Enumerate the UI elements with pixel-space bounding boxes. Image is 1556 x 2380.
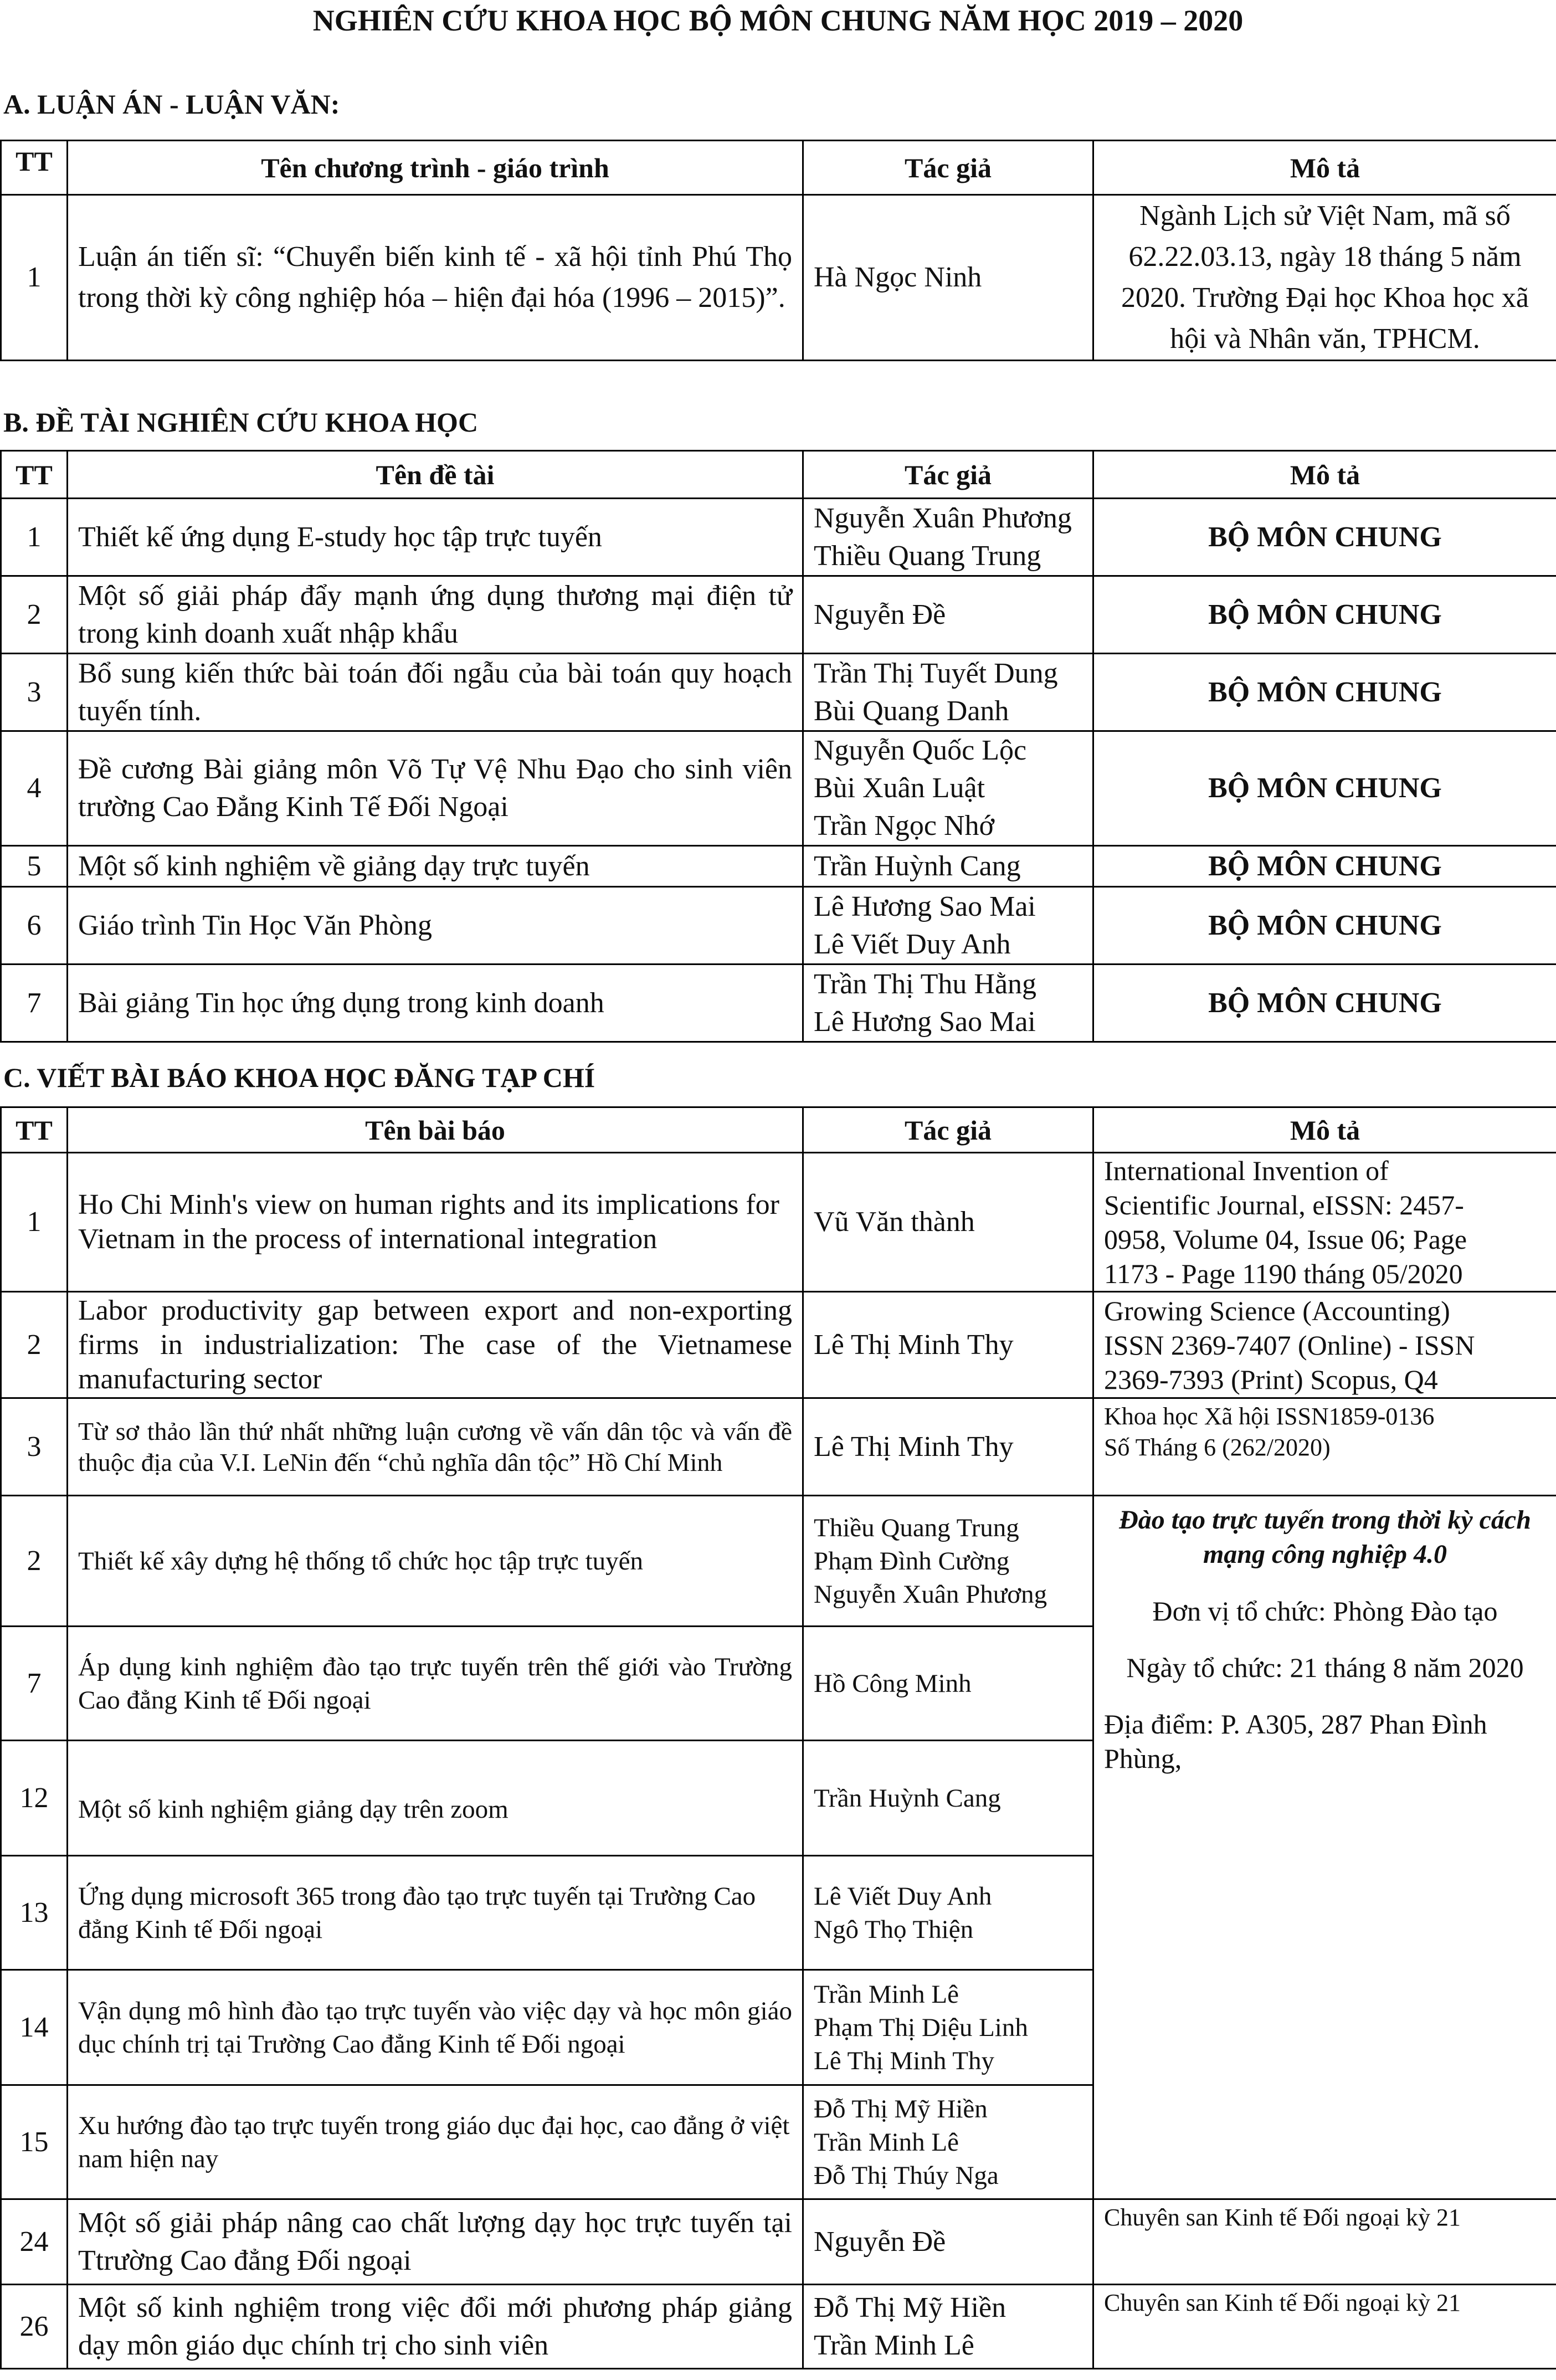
row-title: Một số giải pháp nâng cao chất lượng dạy học trực tuyến tại Ttrường Cao đẳng Đối ngoại	[68, 2199, 803, 2285]
author-name: Phạm Đình Cường	[814, 1546, 1010, 1576]
table-row	[1, 1153, 1556, 1292]
row-authors: Trần Huỳnh Cang	[803, 1741, 1093, 1856]
desc-line: Khoa học Xã hội ISSN1859-0136	[1104, 1403, 1435, 1430]
conference-desc	[1093, 1496, 1556, 2199]
row-title: Thiết kế ứng dụng E-study học tập trực tuyến	[68, 499, 803, 576]
row-desc: BỘ MÔN CHUNG	[1093, 654, 1556, 731]
author-name: Lê Hương Sao Mai	[814, 890, 1036, 922]
conference-date: Ngày tổ chức: 21 tháng 8 năm 2020	[1126, 1652, 1524, 1683]
row-title: Vận dụng mô hình đào tạo trực tuyến vào việc dạy và học môn giáo dục chính trị tại Trường Cao đẳng Kinh tế Đối ngoại	[68, 1970, 803, 2085]
table-row	[1, 887, 1556, 965]
row-title: Giáo trình Tin Học Văn Phòng	[68, 887, 803, 965]
page-title: NGHIÊN CỨU KHOA HỌC BỘ MÔN CHUNG NĂM HỌC 2019 – 2020	[312, 4, 1244, 37]
header-tt: TT	[1, 1107, 68, 1153]
row-authors	[803, 965, 1093, 1042]
conference-organizer: Đơn vị tổ chức: Phòng Đào tạo	[1152, 1596, 1498, 1627]
row-authors	[803, 1970, 1093, 2085]
row-title: Labor productivity gap between export and non-exporting firms in industrialization: The case of the Vietnamese manufacturing sector	[68, 1292, 803, 1398]
desc-line: 2369-7393 (Print) Scopus, Q4	[1104, 1363, 1438, 1395]
header-title: Tên chương trình - giáo trình	[68, 141, 803, 195]
row-authors	[803, 499, 1093, 576]
table-row	[1, 499, 1556, 576]
row-desc	[1093, 1398, 1556, 1496]
desc-line: Growing Science (Accounting)	[1104, 1295, 1450, 1326]
row-authors	[803, 1496, 1093, 1627]
table-header-row	[1, 1107, 1556, 1153]
author-name: Nguyễn Xuân Phương	[814, 1579, 1047, 1609]
author-name: Ngô Thọ Thiện	[814, 1915, 974, 1944]
header-desc: Mô tả	[1093, 1107, 1556, 1153]
section-a-heading: A. LUẬN ÁN - LUẬN VĂN:	[3, 89, 340, 120]
table-row	[1, 576, 1556, 654]
row-tt: 1	[1, 195, 68, 361]
table-header-row	[1, 141, 1556, 195]
row-authors	[803, 2085, 1093, 2199]
author-name: Lê Viết Duy Anh	[814, 928, 1011, 960]
row-title: Từ sơ thảo lần thứ nhất những luận cương về vấn dân tộc và vấn đề thuộc địa của V.I. LeNin đến “chủ nghĩa dân tộc” Hồ Chí Minh	[68, 1398, 803, 1496]
row-title: Bài giảng Tin học ứng dụng trong kinh doanh	[68, 965, 803, 1042]
row-authors	[803, 731, 1093, 846]
row-title: Đề cương Bài giảng môn Võ Tự Vệ Nhu Đạo cho sinh viên trường Cao Đẳng Kinh Tế Đối Ngoại	[68, 731, 803, 846]
table-row	[1, 1398, 1556, 1496]
row-desc: BỘ MÔN CHUNG	[1093, 576, 1556, 654]
row-title: Ứng dụng microsoft 365 trong đào tạo trực tuyến tại Trường Cao đẳng Kinh tế Đối ngoại	[68, 1856, 803, 1970]
row-title: Một số kinh nghiệm về giảng dạy trực tuyến	[68, 846, 803, 887]
author-name: Thiều Quang Trung	[814, 540, 1041, 572]
row-tt: 3	[1, 1398, 68, 1496]
table-row	[1, 654, 1556, 731]
row-authors	[803, 654, 1093, 731]
conference-location: Địa điểm: P. A305, 287 Phan Đình Phùng,	[1104, 1709, 1487, 1774]
row-authors: Lê Thị Minh Thy	[803, 1292, 1093, 1398]
row-author: Hà Ngọc Ninh	[803, 195, 1093, 361]
row-authors: Trần Huỳnh Cang	[803, 846, 1093, 887]
header-tt: TT	[1, 451, 68, 499]
header-author: Tác giả	[803, 141, 1093, 195]
row-tt: 2	[1, 1496, 68, 1627]
row-tt: 7	[1, 1627, 68, 1741]
author-name: Trần Thị Tuyết Dung	[814, 657, 1058, 689]
row-tt: 14	[1, 1970, 68, 2085]
table-row	[1, 2285, 1556, 2369]
section-c-heading: C. VIẾT BÀI BÁO KHOA HỌC ĐĂNG TẠP CHÍ	[3, 1062, 595, 1093]
row-desc	[1093, 1292, 1556, 1398]
row-desc	[1093, 1153, 1556, 1292]
desc-line: 1173 - Page 1190 tháng 05/2020	[1104, 1258, 1463, 1289]
author-name: Trần Minh Lê	[814, 2127, 959, 2157]
row-title: Một số kinh nghiệm giảng dạy trên zoom	[68, 1741, 803, 1856]
row-title: Thiết kế xây dựng hệ thống tổ chức học tập trực tuyến	[68, 1496, 803, 1627]
row-authors	[803, 2285, 1093, 2369]
row-tt: 2	[1, 1292, 68, 1398]
row-tt: 1	[1, 1153, 68, 1292]
header-author: Tác giả	[803, 451, 1093, 499]
desc-line: Số Tháng 6 (262/2020)	[1104, 1434, 1331, 1461]
row-title: Luận án tiến sĩ: “Chuyển biến kinh tế - xã hội tỉnh Phú Thọ trong thời kỳ công nghiệp hóa – hiện đại hóa (1996 – 2015)”.	[68, 195, 803, 361]
author-name: Trần Thị Thu Hằng	[814, 968, 1037, 1000]
row-desc: BỘ MÔN CHUNG	[1093, 731, 1556, 846]
header-author: Tác giả	[803, 1107, 1093, 1153]
row-tt: 15	[1, 2085, 68, 2199]
row-tt: 13	[1, 1856, 68, 1970]
header-tt: TT	[1, 141, 68, 195]
table-row	[1, 1496, 1556, 1627]
author-name: Đỗ Thị Mỹ Hiền	[814, 2094, 988, 2123]
row-authors: Hồ Công Minh	[803, 1627, 1093, 1741]
row-tt: 26	[1, 2285, 68, 2369]
author-name: Lê Hương Sao Mai	[814, 1006, 1036, 1038]
header-title: Tên bài báo	[68, 1107, 803, 1153]
conference-event-title: Đào tạo trực tuyến trong thời kỳ cách mạng công nghiệp 4.0	[1119, 1505, 1531, 1569]
desc-line: ISSN 2369-7407 (Online) - ISSN	[1104, 1329, 1475, 1361]
header-desc: Mô tả	[1093, 141, 1556, 195]
table-header-row	[1, 451, 1556, 499]
row-title: Ho Chi Minh's view on human rights and its implications for Vietnam in the process of international integration	[68, 1153, 803, 1292]
row-tt: 6	[1, 887, 68, 965]
table-row	[1, 846, 1556, 887]
row-desc: Ngành Lịch sử Việt Nam, mã số 62.22.03.13, ngày 18 tháng 5 năm 2020. Trường Đại học Khoa học xã hội và Nhân văn, TPHCM.	[1093, 195, 1556, 361]
row-title: Một số giải pháp đẩy mạnh ứng dụng thương mại điện tử trong kinh doanh xuất nhập khẩu	[68, 576, 803, 654]
row-tt: 24	[1, 2199, 68, 2285]
section-b-heading: B. ĐỀ TÀI NGHIÊN CỨU KHOA HỌC	[3, 407, 479, 438]
row-tt: 12	[1, 1741, 68, 1856]
author-name: Trần Minh Lê	[814, 1979, 959, 2009]
row-desc: BỘ MÔN CHUNG	[1093, 499, 1556, 576]
table-row	[1, 2199, 1556, 2285]
row-tt: 4	[1, 731, 68, 846]
row-desc: BỘ MÔN CHUNG	[1093, 887, 1556, 965]
header-desc: Mô tả	[1093, 451, 1556, 499]
section-b-table	[0, 450, 1556, 1043]
row-tt: 3	[1, 654, 68, 731]
row-authors: Vũ Văn thành	[803, 1153, 1093, 1292]
author-name: Trần Ngọc Nhớ	[814, 810, 995, 842]
section-c-table	[0, 1106, 1556, 2369]
header-title: Tên đề tài	[68, 451, 803, 499]
author-name: Phạm Thị Diệu Linh	[814, 2013, 1028, 2042]
table-row	[1, 965, 1556, 1042]
row-authors: Nguyễn Đề	[803, 576, 1093, 654]
row-authors	[803, 1856, 1093, 1970]
row-authors	[803, 887, 1093, 965]
row-authors: Lê Thị Minh Thy	[803, 1398, 1093, 1496]
row-title: Một số kinh nghiệm trong việc đổi mới phương pháp giảng dạy môn giáo dục chính trị cho sinh viên	[68, 2285, 803, 2369]
author-name: Đỗ Thị Thúy Nga	[814, 2161, 999, 2190]
table-row	[1, 731, 1556, 846]
author-name: Nguyễn Quốc Lộc	[814, 735, 1027, 766]
section-a-table	[0, 140, 1556, 361]
row-desc: Chuyên san Kinh tế Đối ngoại kỳ 21	[1093, 2285, 1556, 2369]
author-name: Đỗ Thị Mỹ Hiền	[814, 2291, 1006, 2323]
row-tt: 7	[1, 965, 68, 1042]
author-name: Bùi Quang Danh	[814, 695, 1009, 727]
row-title: Xu hướng đào tạo trực tuyến trong giáo dục đại học, cao đẳng ở việt nam hiện nay	[68, 2085, 803, 2199]
row-tt: 5	[1, 846, 68, 887]
author-name: Thiều Quang Trung	[814, 1513, 1019, 1542]
row-desc: Chuyên san Kinh tế Đối ngoại kỳ 21	[1093, 2199, 1556, 2285]
row-authors: Nguyễn Đề	[803, 2199, 1093, 2285]
author-name: Trần Minh Lê	[814, 2329, 974, 2361]
row-tt: 1	[1, 499, 68, 576]
desc-line: International Invention of	[1104, 1155, 1389, 1186]
table-row	[1, 195, 1556, 361]
row-desc: BỘ MÔN CHUNG	[1093, 965, 1556, 1042]
row-title: Bổ sung kiến thức bài toán đối ngẫu của bài toán quy hoạch tuyến tính.	[68, 654, 803, 731]
row-desc: BỘ MÔN CHUNG	[1093, 846, 1556, 887]
desc-line: 0958, Volume 04, Issue 06; Page	[1104, 1224, 1467, 1255]
author-name: Lê Viết Duy Anh	[814, 1881, 992, 1911]
author-name: Nguyễn Xuân Phương	[814, 502, 1072, 534]
table-row	[1, 1292, 1556, 1398]
desc-line: Scientific Journal, eISSN: 2457-	[1104, 1189, 1464, 1220]
author-name: Bùi Xuân Luật	[814, 772, 985, 804]
author-name: Lê Thị Minh Thy	[814, 2046, 994, 2075]
row-tt: 2	[1, 576, 68, 654]
row-title: Áp dụng kinh nghiệm đào tạo trực tuyến trên thế giới vào Trường Cao đẳng Kinh tế Đối ngoại	[68, 1627, 803, 1741]
